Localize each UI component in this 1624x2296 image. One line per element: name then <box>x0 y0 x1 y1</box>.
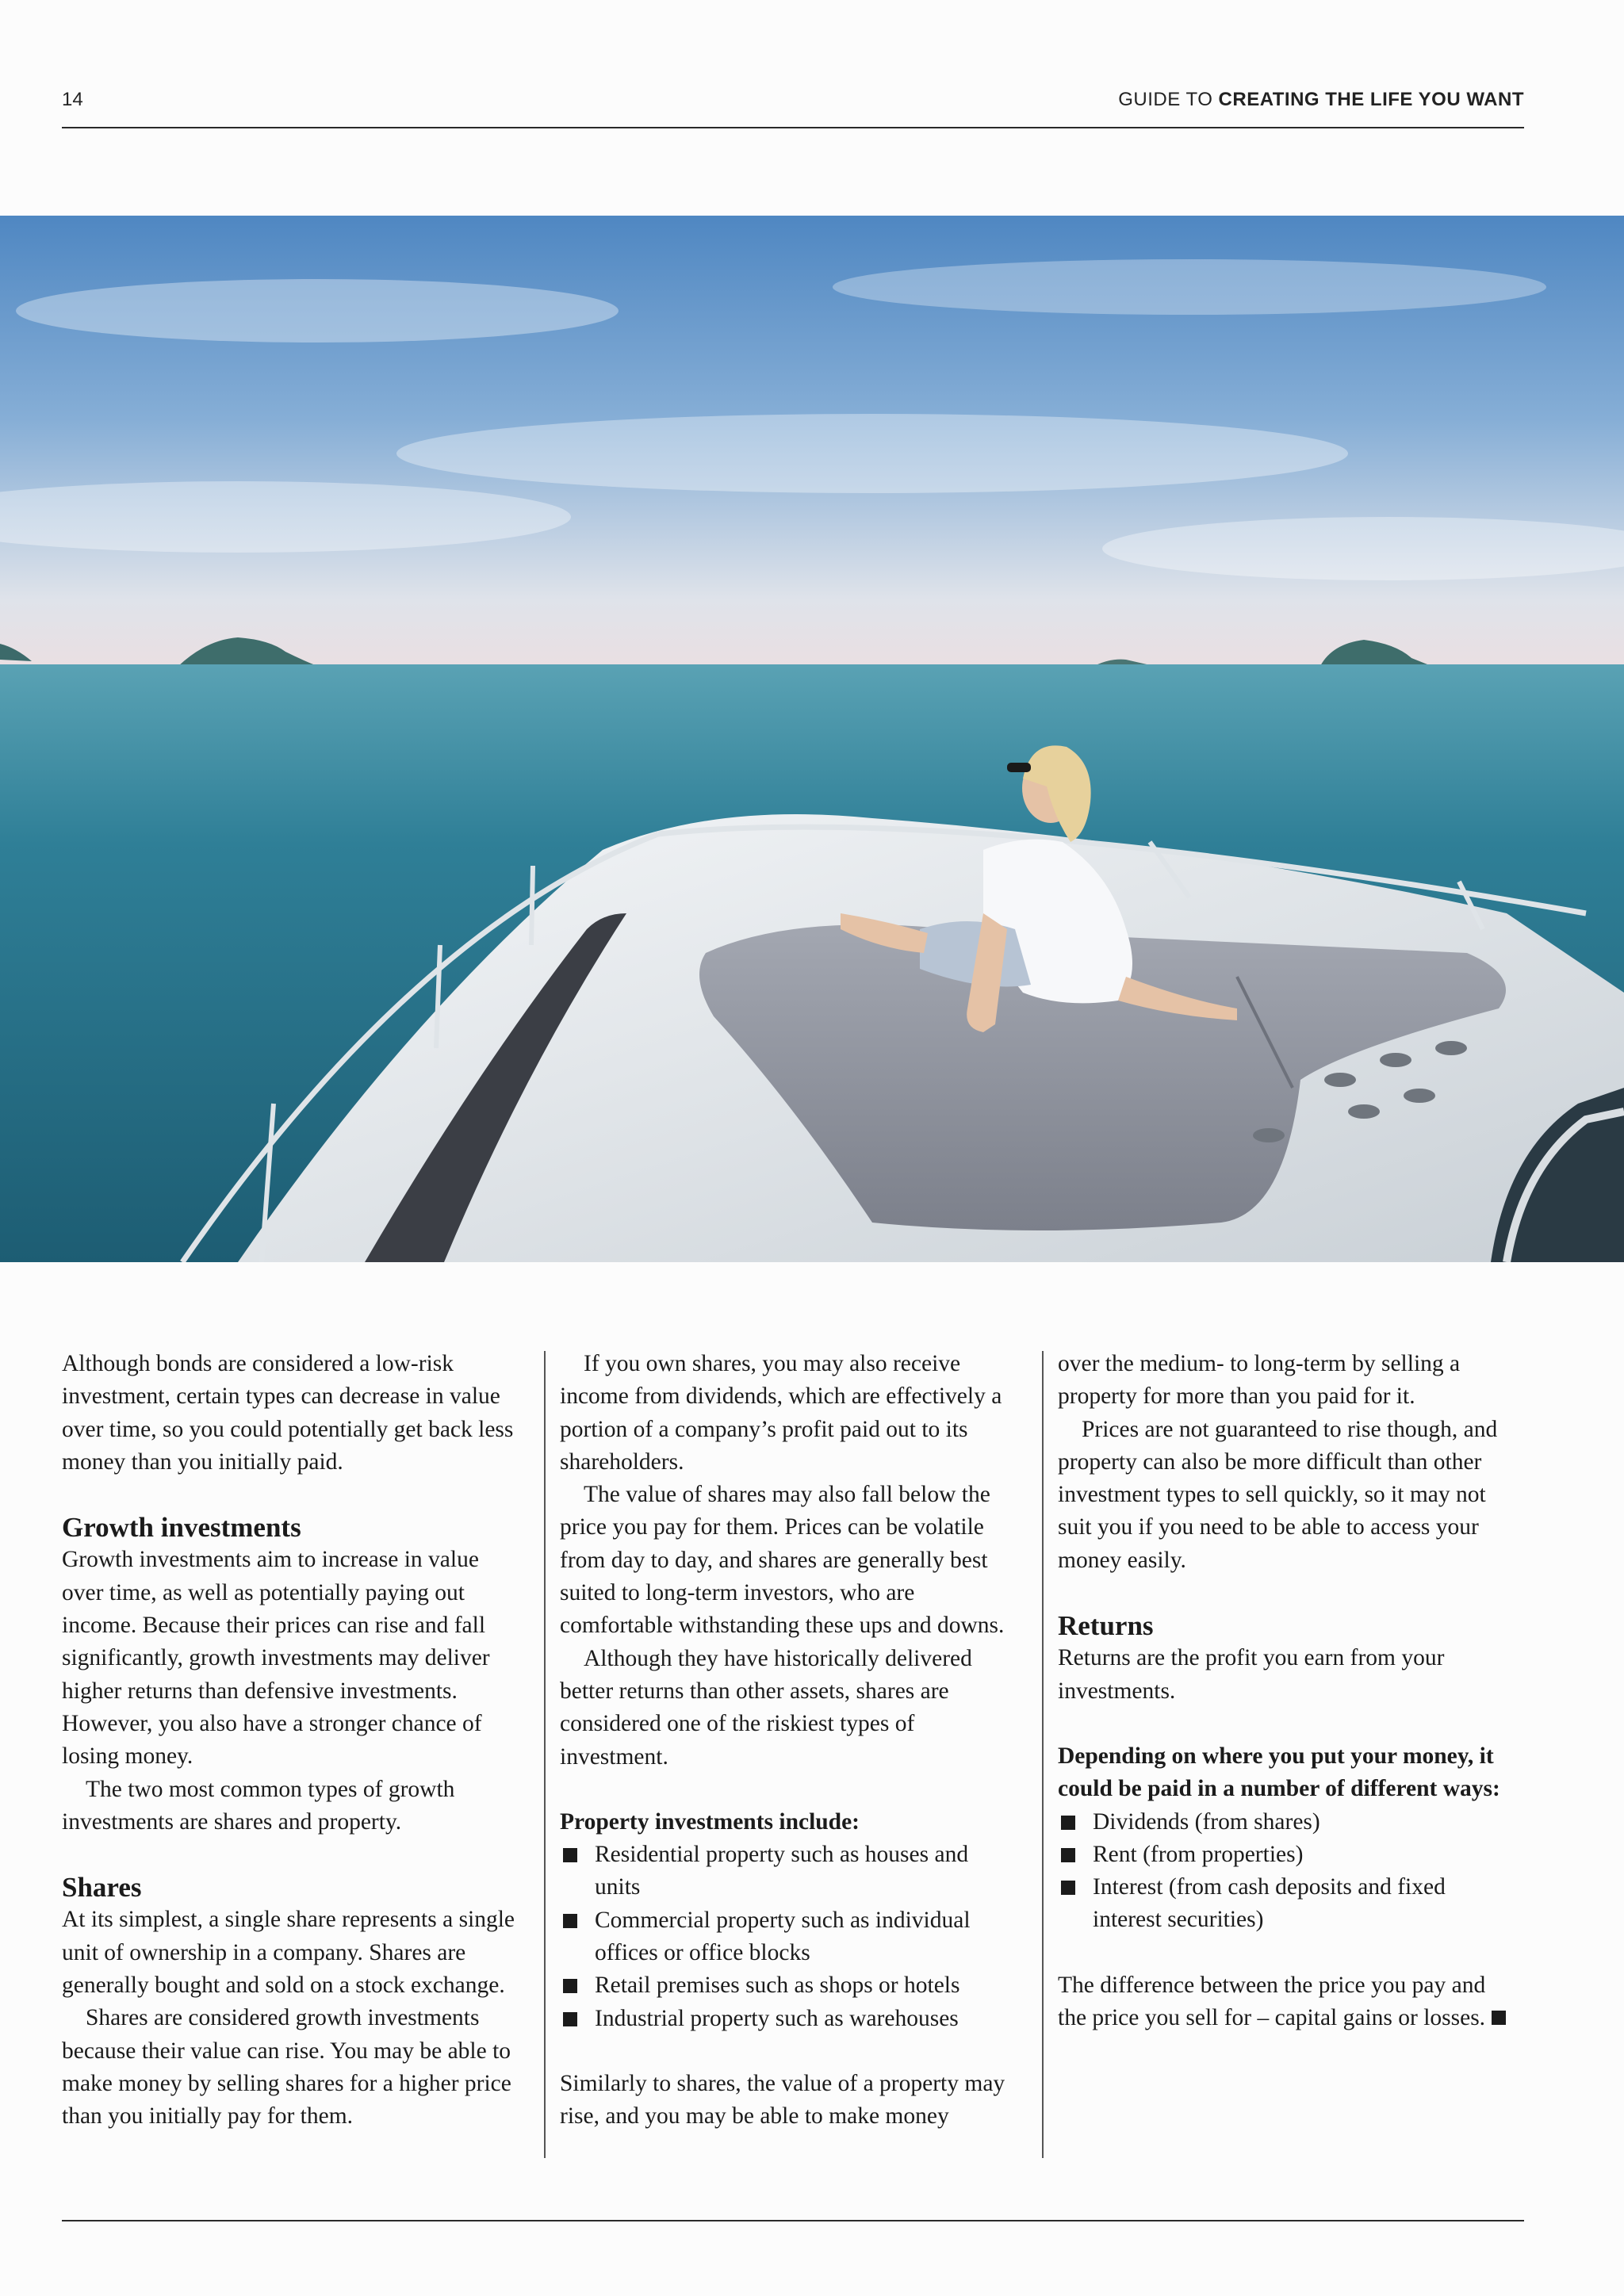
guide-title-prefix: GUIDE TO <box>1118 89 1219 110</box>
shares-paragraph-2: Shares are considered growth investments because their value can rise. You may be able to make money by selling shares for a higher price than you initially pay for them. <box>62 2005 511 2130</box>
property-value-paragraph: Similarly to shares, the value of a property may rise, and you may be able to make money <box>560 2070 1005 2130</box>
column-3 <box>1058 1348 1513 2034</box>
column-divider <box>1042 1351 1044 2158</box>
column-divider <box>544 1351 546 2158</box>
shares-heading: Shares <box>62 1872 142 1904</box>
square-bullet-icon <box>563 1848 577 1862</box>
returns-heading: Returns <box>1058 1610 1154 1642</box>
property-continued-paragraph: over the medium- to long-term by selling a property for more than you paid for it. <box>1058 1351 1461 1410</box>
woman-on-yacht-photo <box>0 216 1624 1262</box>
page-header <box>62 79 1524 128</box>
riskiest-paragraph: Although they have historically delivered better returns than other assets, shares are considered one of the riskiest types of investment. <box>560 1645 972 1770</box>
list-item: Residential property such as houses and units <box>560 1839 1015 1904</box>
growth-paragraph-2: The two most common types of growth investments are shares and property. <box>62 1776 455 1835</box>
growth-paragraph-1: Growth investments aim to increase in value over time, as well as potentially paying out income. Because their prices can rise and fall significantly, growth investments may deliver higher returns than defensive investments. However, you also have a stronger chance of losing money. <box>62 1547 490 1770</box>
square-bullet-icon <box>563 2012 577 2026</box>
list-item: Commercial property such as individual offices or office blocks <box>560 1904 1015 1970</box>
share-value-paragraph: The value of shares may also fall below the price you pay for them. Prices can be volatile from day to day, and shares are generally best suited to long-term investors, who are comfortable withstanding these ups and downs. <box>560 1482 1005 1639</box>
guide-title-bold: CREATING THE LIFE YOU WANT <box>1218 89 1524 110</box>
square-bullet-icon <box>1061 1881 1075 1895</box>
square-bullet-icon <box>1061 1848 1075 1862</box>
returns-list <box>1058 1806 1513 1937</box>
hero-photo <box>0 216 1624 1262</box>
bonds-paragraph: Although bonds are considered a low-risk investment, certain types can decrease in value over time, so you could potentially get back less money than you initially paid. <box>62 1351 514 1475</box>
returns-paragraph: Returns are the profit you earn from your investments. <box>1058 1645 1445 1704</box>
square-bullet-icon <box>563 1914 577 1928</box>
closing-paragraph: The difference between the price you pay and the price you sell for – capital gains or losses. <box>1058 1969 1513 2035</box>
end-of-article-icon <box>1492 2011 1506 2025</box>
list-item: Rent (from properties) <box>1058 1839 1513 1871</box>
growth-investments-heading: Growth investments <box>62 1512 301 1544</box>
guide-title <box>1118 89 1524 111</box>
square-bullet-icon <box>563 1979 577 1993</box>
list-item: Industrial property such as warehouses <box>560 2003 1015 2035</box>
shares-paragraph-1: At its simplest, a single share represents a single unit of ownership in a company. Shares are generally bought and sold on a stock exchange. <box>62 1907 515 1999</box>
square-bullet-icon <box>1061 1816 1075 1830</box>
article-body <box>62 1348 1524 2160</box>
list-item: Interest (from cash deposits and fixed interest securities) <box>1058 1871 1513 1937</box>
column-1 <box>62 1348 517 2133</box>
returns-lead: Depending on where you put your money, it could be paid in a number of different ways: <box>1058 1743 1500 1802</box>
prices-paragraph: Prices are not guaranteed to rise though, and property can also be more difficult than other investment types to sell quickly, so it may not suit you if you need to be able to access your money easily. <box>1058 1416 1498 1573</box>
page-number: 14 <box>62 89 83 110</box>
list-item: Retail premises such as shops or hotels <box>560 1969 1015 2002</box>
footer-rule <box>62 2220 1524 2221</box>
dividends-paragraph: If you own shares, you may also receive income from dividends, which are effectively a portion of a company’s profit paid out to its shareholders. <box>560 1351 1002 1475</box>
list-item: Dividends (from shares) <box>1058 1806 1513 1839</box>
property-list <box>560 1839 1015 2035</box>
column-2 <box>560 1348 1015 2133</box>
property-lead: Property investments include: <box>560 1808 860 1835</box>
